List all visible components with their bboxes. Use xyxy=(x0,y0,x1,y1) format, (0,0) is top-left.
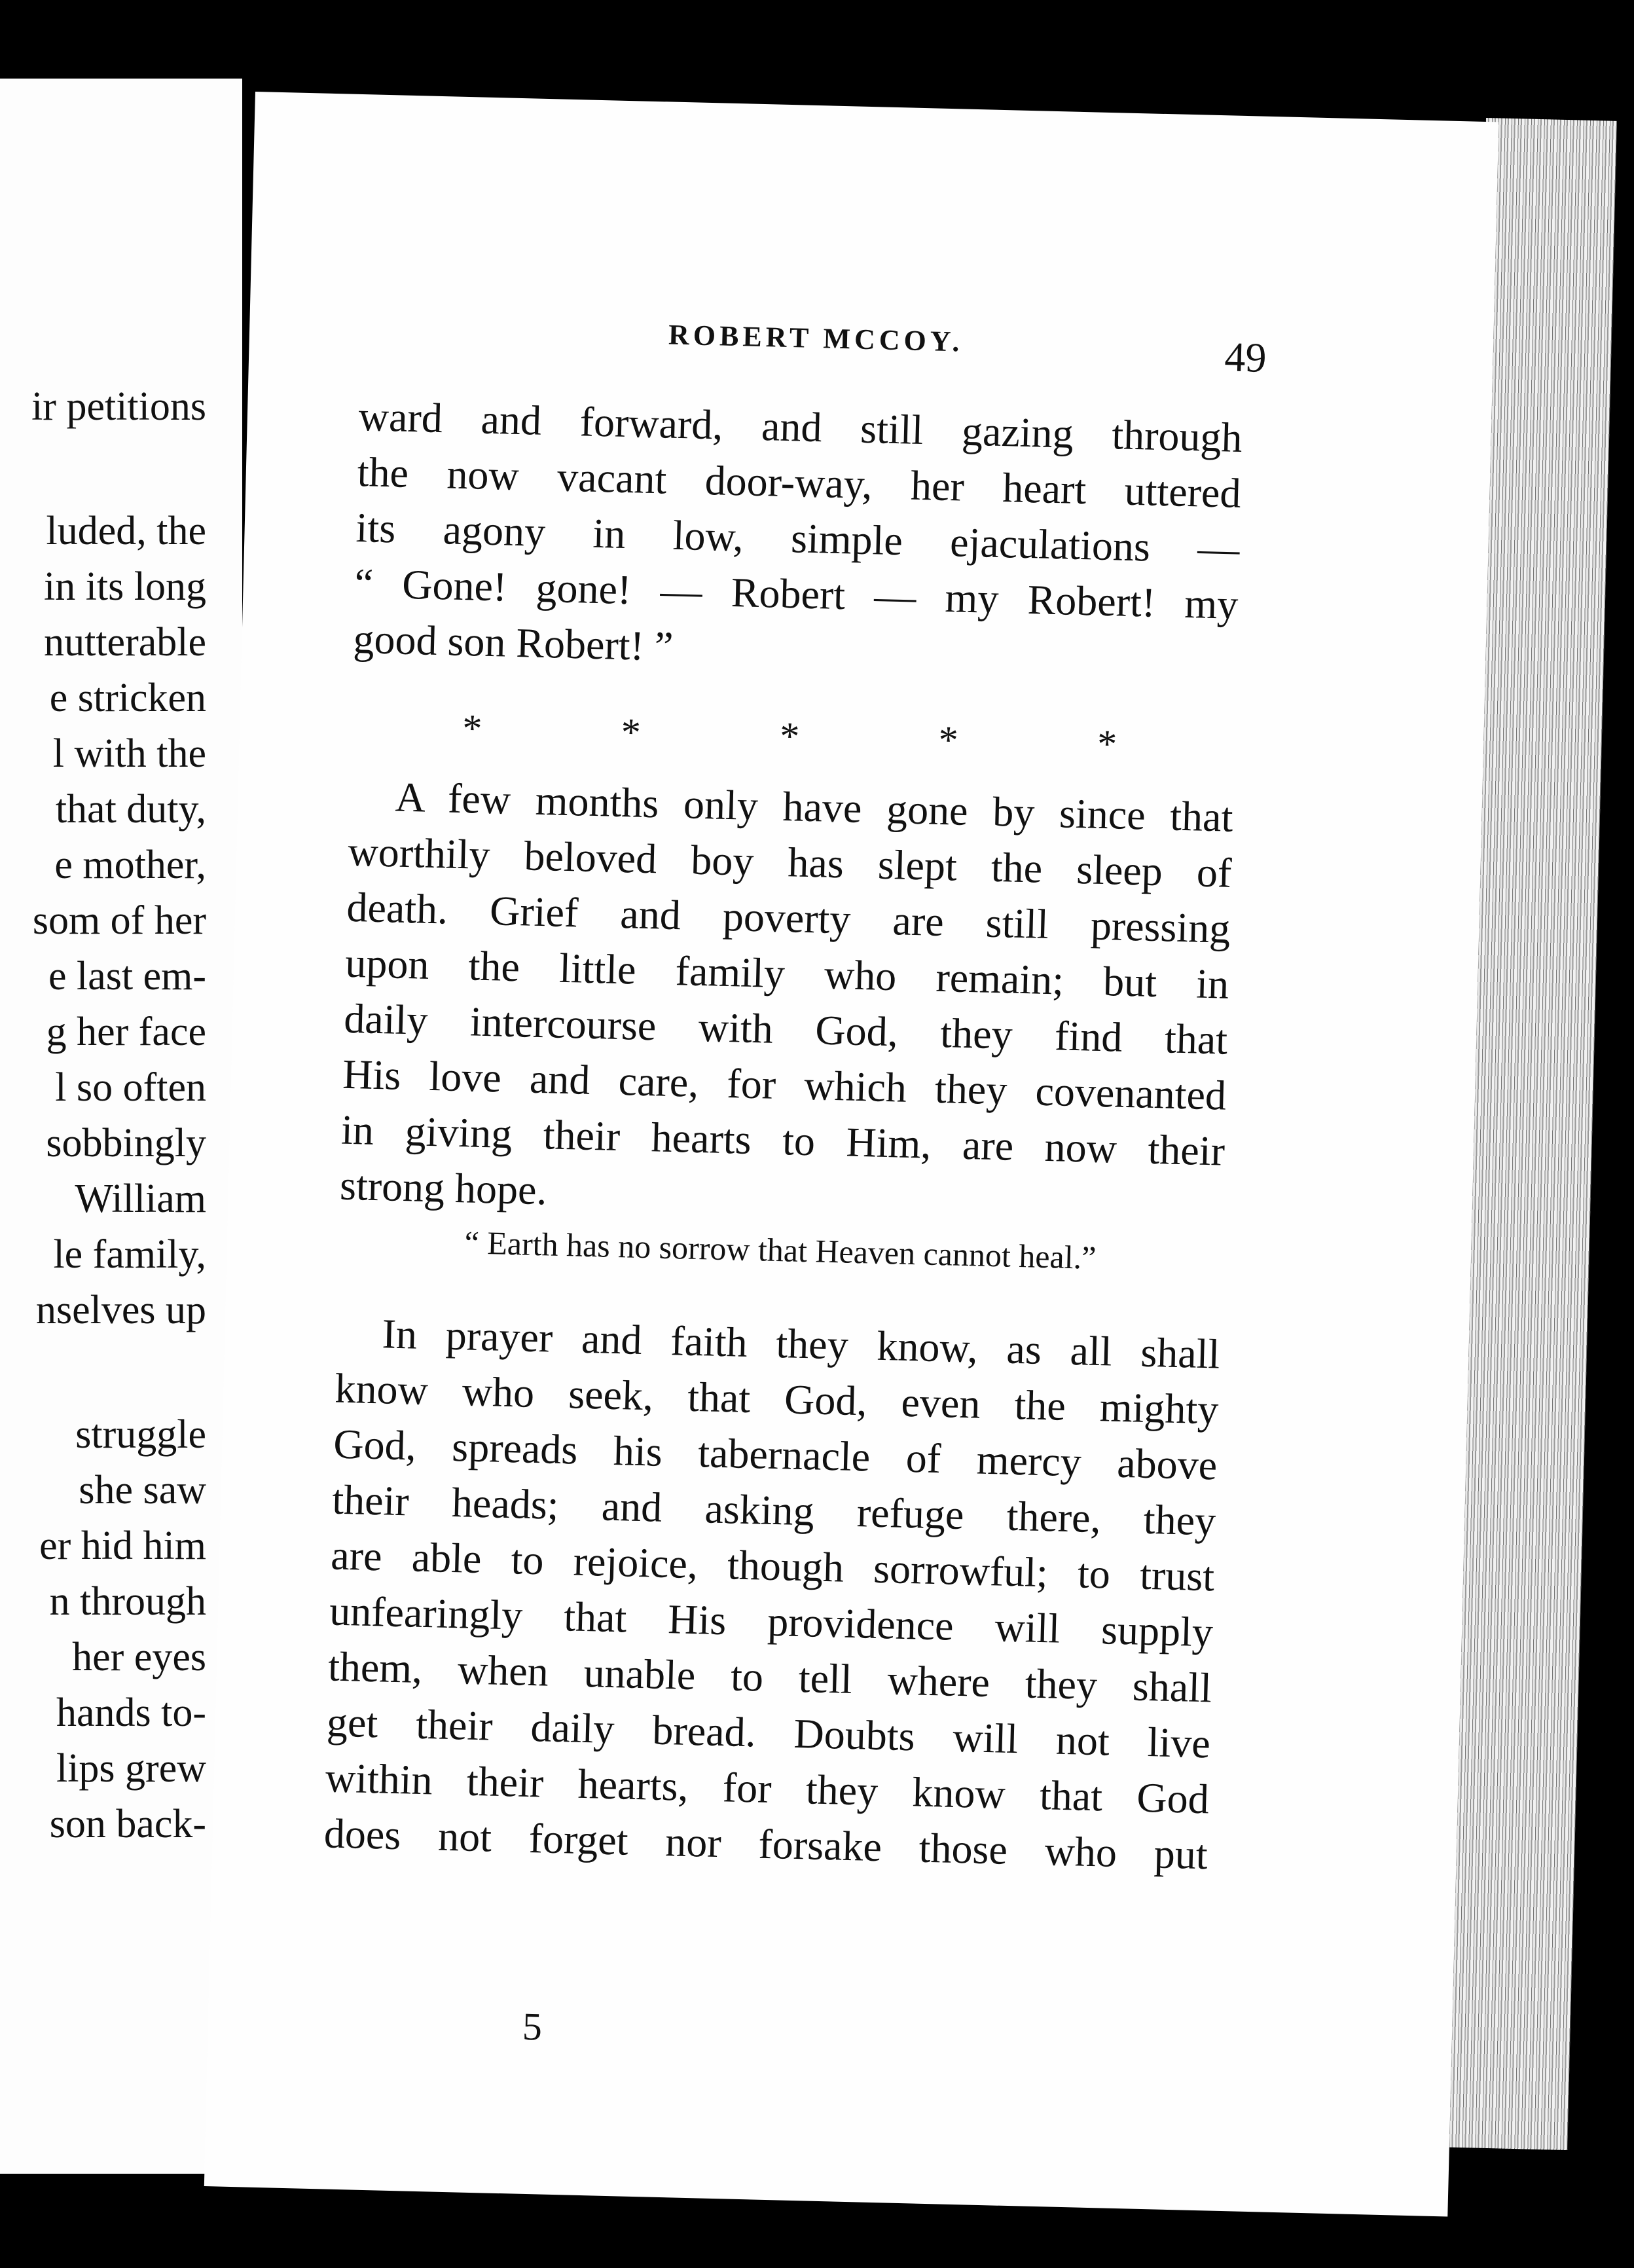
running-head: ROBERT MCCOY. xyxy=(668,318,964,358)
left-line: hands to- xyxy=(56,1691,206,1735)
left-line: nutterable xyxy=(44,620,206,665)
left-line: William xyxy=(75,1177,206,1221)
asterisk: * xyxy=(462,706,483,750)
left-line: lips grew xyxy=(56,1746,206,1791)
left-line: her eyes xyxy=(72,1635,206,1679)
left-line: ir petitions xyxy=(31,384,206,429)
left-line: l with the xyxy=(52,731,206,776)
epigraph: “ Earth has no sorrow that Heaven cannot heal.” xyxy=(464,1224,1097,1276)
left-line: nselves up xyxy=(35,1288,206,1332)
left-line: struggle xyxy=(75,1412,206,1457)
left-line: som of her xyxy=(32,898,206,943)
asterisk: * xyxy=(937,718,959,762)
text-line: get their daily bread. Doubts will not live xyxy=(326,1698,1211,1767)
page-number: 49 xyxy=(1224,333,1267,381)
text-line: its agony in low, simple ejaculations — xyxy=(355,503,1241,572)
text-line: unfearingly that His providence will supply xyxy=(329,1587,1214,1656)
text-line: does not forget nor forsake those who put xyxy=(323,1810,1208,1878)
asterisk: * xyxy=(1097,722,1117,766)
left-line: luded, the xyxy=(46,509,206,553)
text-line: within their hearts, for they know that God xyxy=(325,1754,1210,1823)
left-line: e last em- xyxy=(48,954,206,998)
left-page xyxy=(0,79,242,2174)
signature-mark: 5 xyxy=(522,2004,543,2049)
left-line: she saw xyxy=(79,1468,206,1512)
left-line: g her face xyxy=(46,1010,206,1054)
asterisk: * xyxy=(620,710,642,754)
left-line: that duty, xyxy=(55,787,206,832)
text-line: are able to rejoice, though sorrowful; to trust xyxy=(330,1531,1215,1600)
text-line: In prayer and faith they know, as all shall xyxy=(381,1310,1221,1378)
text-line: strong hope. xyxy=(339,1161,548,1214)
left-line: son back- xyxy=(49,1802,206,1846)
text-line: God, spreads his tabernacle of mercy above xyxy=(333,1420,1218,1489)
left-line: er hid him xyxy=(39,1524,206,1568)
left-line: sobbingly xyxy=(46,1121,206,1165)
left-line: l so often xyxy=(55,1065,206,1110)
right-page xyxy=(204,92,1499,2216)
text-line: ward and forward, and still gazing through xyxy=(358,393,1243,461)
text-line: “ Gone! gone! — Robert — my Robert! my xyxy=(354,559,1239,628)
text-line: His love and care, for which they covenanted xyxy=(342,1050,1227,1119)
left-line: le family, xyxy=(53,1232,206,1277)
text-line: their heads; and asking refuge there, they xyxy=(331,1476,1216,1545)
text-line: the now vacant door-way, her heart uttered xyxy=(356,448,1242,517)
asterisk: * xyxy=(779,714,800,758)
left-line: e stricken xyxy=(49,676,206,720)
left-line: e mother, xyxy=(54,843,206,887)
text-line: daily intercourse with God, they find that xyxy=(343,995,1228,1063)
text-line: death. Grief and poverty are still pressing xyxy=(346,883,1231,952)
text-line: worthily beloved boy has slept the sleep of xyxy=(347,828,1233,896)
text-line: upon the little family who remain; but in xyxy=(344,939,1230,1008)
text-line: them, when unable to tell where they shall xyxy=(327,1643,1212,1711)
text-line: in giving their hearts to Him, are now their xyxy=(340,1106,1226,1175)
text-line: know who seek, that God, even the mighty xyxy=(334,1364,1220,1433)
text-line: A few months only have gone by since that xyxy=(394,773,1234,841)
text-line: good son Robert! ” xyxy=(352,615,674,670)
left-line: n through xyxy=(49,1579,206,1624)
left-line: in its long xyxy=(43,564,206,609)
section-break xyxy=(462,706,1117,767)
